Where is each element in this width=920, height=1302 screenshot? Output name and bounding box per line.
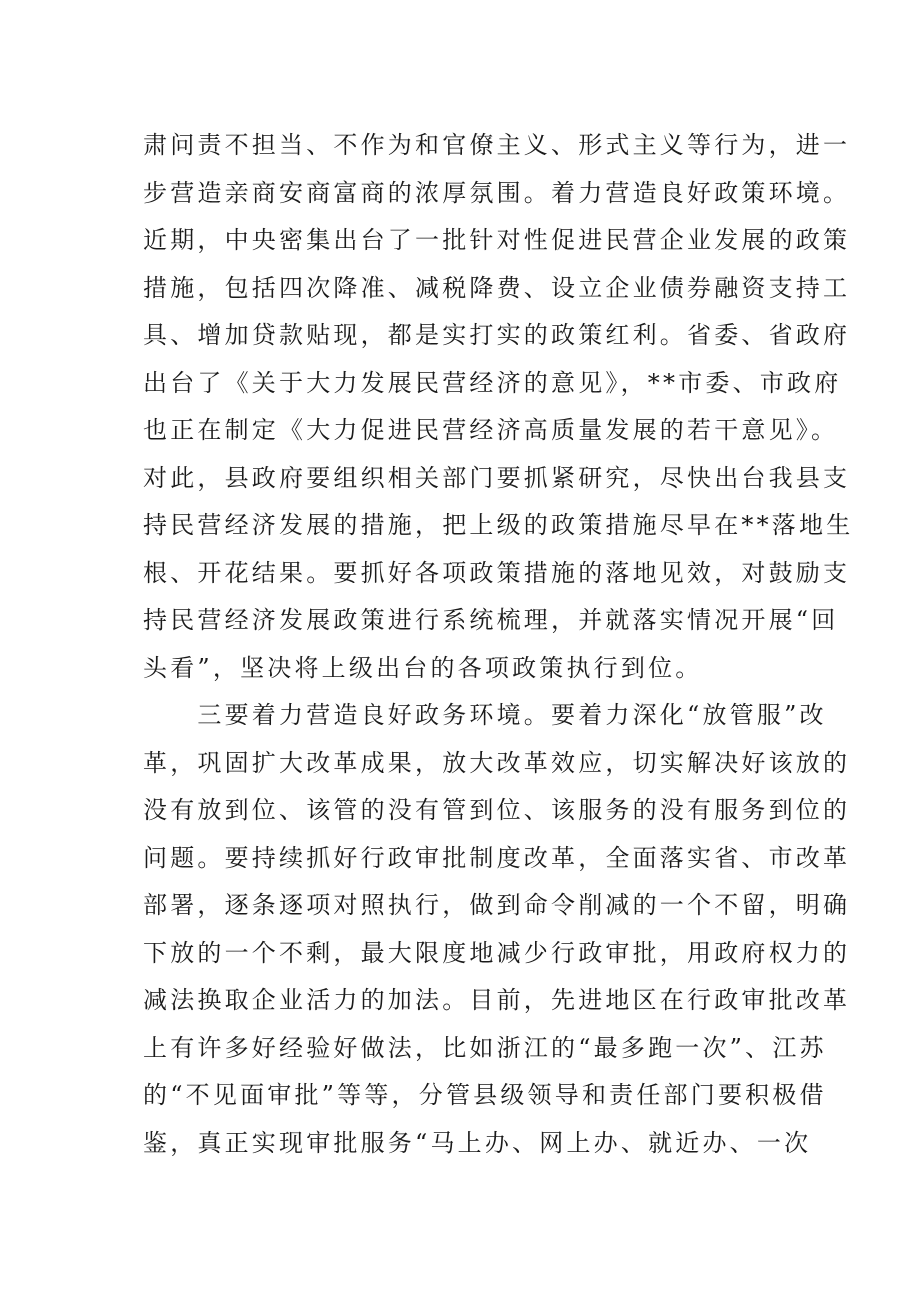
text-line: 问题。要持续抓好行政审批制度改革，全面落实省、市改革	[143, 843, 851, 872]
text-line: 步营造亲商安商富商的浓厚氛围。着力营造良好政策环境。	[143, 178, 851, 207]
text-line: 措施，包括四次降准、减税降费、设立企业债券融资支持工	[143, 273, 851, 302]
text-line: 肃问责不担当、不作为和官僚主义、形式主义等行为，进一	[143, 131, 851, 159]
text-line: 也正在制定《大力促进民营经济高质量发展的若干意见》。	[143, 416, 839, 444]
document-body	[143, 122, 854, 1167]
text-line: 对此，县政府要组织相关部门要抓紧研究，尽快出台我县支	[143, 463, 851, 492]
text-line: 持民营经济发展的措施，把上级的政策措施尽早在**落地生	[143, 511, 854, 539]
text-line: 持民营经济发展政策进行系统梳理，并就落实情况开展“回	[143, 606, 839, 634]
text-line: 三要着力营造良好政务环境。要着力深化“放管服”改	[143, 701, 827, 729]
text-line: 具、增加贷款贴现，都是实打实的政策红利。省委、省政府	[143, 321, 851, 349]
text-line: 下放的一个不剩，最大限度地减少行政审批，用政府权力的	[143, 938, 851, 967]
text-line: 没有放到位、该管的没有管到位、该服务的没有服务到位的	[143, 796, 851, 824]
text-line: 的“不见面审批”等等，分管县级领导和责任部门要积极借	[143, 1081, 827, 1109]
text-line: 近期，中央密集出台了一批针对性促进民营企业发展的政策	[143, 226, 851, 254]
text-line: 鉴，真正实现审批服务“马上办、网上办、就近办、一次	[143, 1128, 812, 1157]
paragraph-1	[143, 122, 854, 692]
text-line: 上有许多好经验好做法，比如浙江的“最多跑一次”、江苏	[143, 1033, 827, 1062]
paragraph-2	[143, 692, 851, 1167]
text-line: 减法换取企业活力的加法。目前，先进地区在行政审批改革	[143, 986, 851, 1014]
text-line: 头看”，坚决将上级出台的各项政策执行到位。	[143, 653, 703, 682]
text-line: 出台了《关于大力发展民营经济的意见》，**市委、市政府	[143, 368, 842, 397]
text-line: 根、开花结果。要抓好各项政策措施的落地见效，对鼓励支	[143, 558, 851, 587]
text-line: 革，巩固扩大改革成果，放大改革效应，切实解决好该放的	[143, 748, 851, 777]
text-line: 部署，逐条逐项对照执行，做到命令削减的一个不留，明确	[143, 891, 851, 919]
